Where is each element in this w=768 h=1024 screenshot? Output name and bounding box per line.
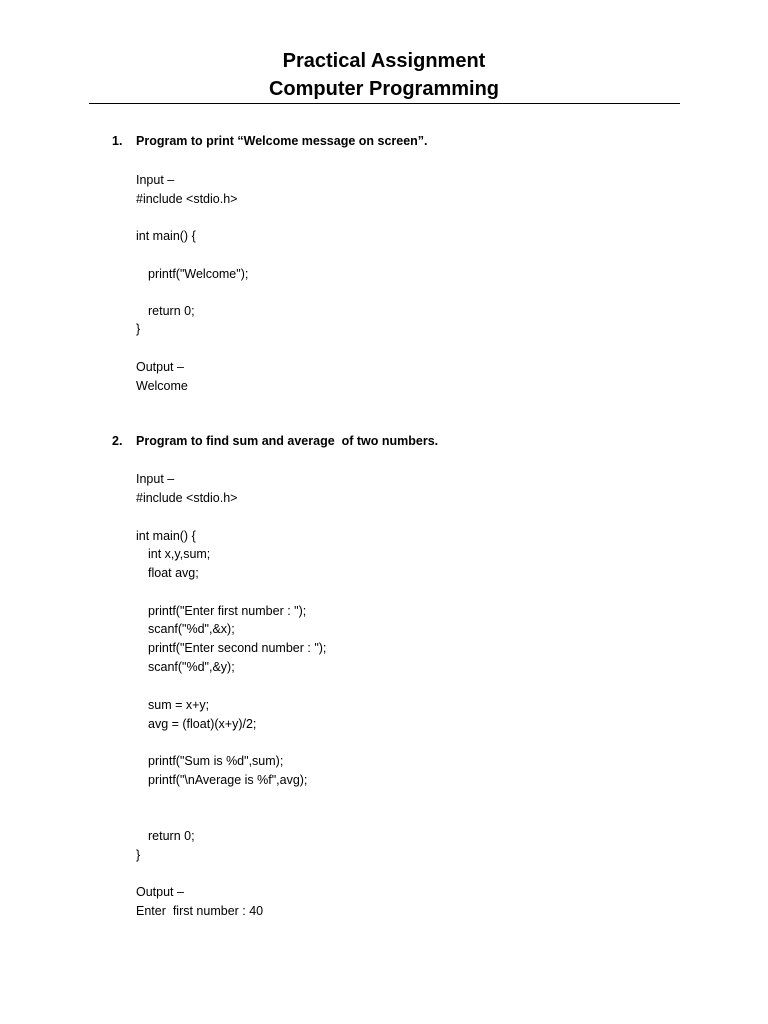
code-line: scanf("%d",&x); xyxy=(148,622,235,636)
code-line: printf("Sum is %d",sum); xyxy=(148,754,284,768)
page-subtitle: Computer Programming xyxy=(268,78,500,100)
code-line: int x,y,sum; xyxy=(148,547,211,561)
code-line: printf("\nAverage is %f",avg); xyxy=(148,773,308,787)
code-line: #include <stdio.h> xyxy=(136,491,238,505)
question-2-heading xyxy=(112,434,438,448)
title-block xyxy=(0,47,768,103)
title-divider xyxy=(89,103,680,104)
question-number: 2. xyxy=(112,434,123,448)
output-label: Output – xyxy=(136,360,184,374)
code-line: int main() { xyxy=(136,229,196,243)
code-line: avg = (float)(x+y)/2; xyxy=(148,717,257,731)
code-line: int main() { xyxy=(136,529,196,543)
output-line: Welcome xyxy=(136,379,188,393)
code-line: return 0; xyxy=(148,829,195,843)
page-title: Practical Assignment xyxy=(282,50,486,72)
code-line: printf("Welcome"); xyxy=(148,267,249,281)
code-line: } xyxy=(136,322,141,336)
output-label: Output – xyxy=(136,885,184,899)
code-line: #include <stdio.h> xyxy=(136,192,238,206)
code-line: printf("Enter second number : "); xyxy=(148,641,327,655)
question-title: Program to print “Welcome message on screen”. xyxy=(136,134,428,148)
code-line: sum = x+y; xyxy=(148,698,210,712)
code-line: return 0; xyxy=(148,304,195,318)
code-line: printf("Enter first number : "); xyxy=(148,604,307,618)
output-line: Enter first number : 40 xyxy=(136,904,264,918)
input-label: Input – xyxy=(136,472,175,486)
input-label: Input – xyxy=(136,173,175,187)
code-line: float avg; xyxy=(148,566,199,580)
question-1-heading xyxy=(112,134,428,148)
code-line: } xyxy=(136,848,141,862)
question-title: Program to find sum and average of two numbers. xyxy=(136,434,439,448)
code-line: scanf("%d",&y); xyxy=(148,660,235,674)
question-number: 1. xyxy=(112,134,123,148)
